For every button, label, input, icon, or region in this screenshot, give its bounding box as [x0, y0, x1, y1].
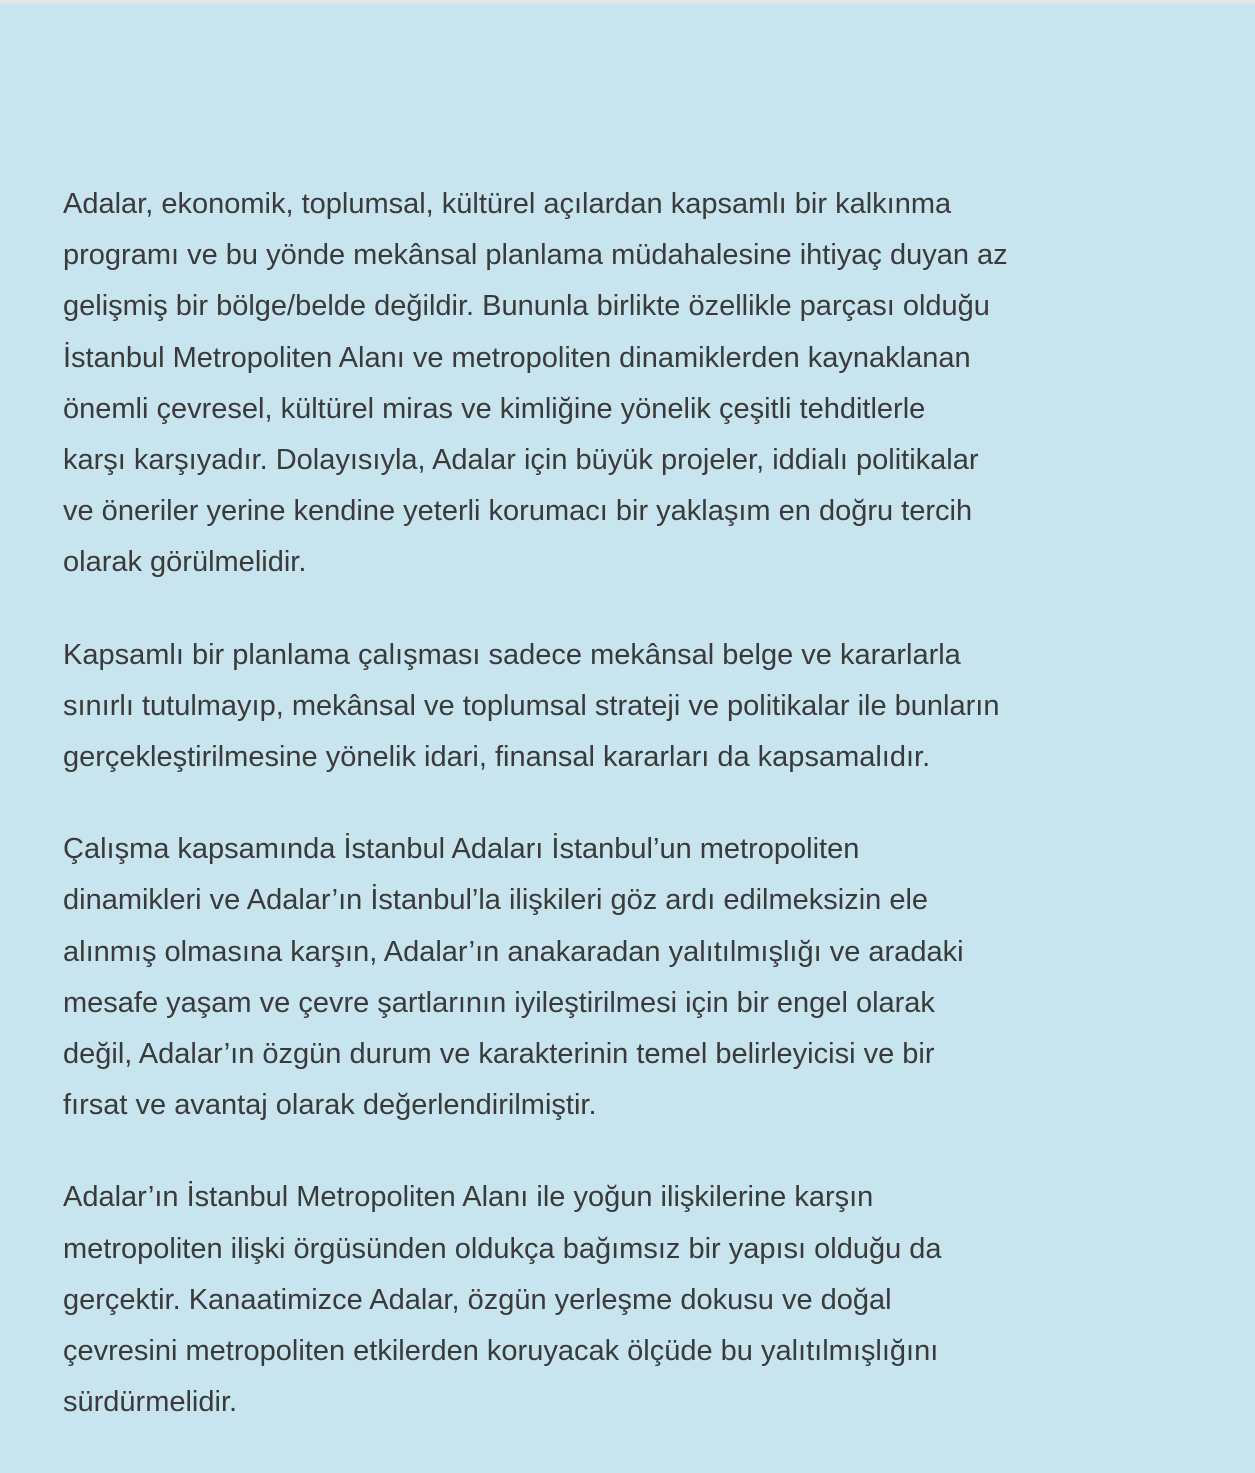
- paragraph-line: Adalar’ın İstanbul Metropoliten Alanı ile yoğun ilişkilerine karşın: [63, 1181, 874, 1214]
- paragraph-line: karşı karşıyadır. Dolayısıyla, Adalar için büyük projeler, iddialı politikalar: [63, 444, 979, 477]
- paragraph-line: sürdürmelidir.: [63, 1386, 238, 1419]
- paragraph-line: Kapsamlı bir planlama çalışması sadece mekânsal belge ve kararlarla: [63, 638, 961, 671]
- top-divider: [0, 0, 1255, 5]
- paragraph-line: çevresini metropoliten etkilerden koruyacak ölçüde bu yalıtılmışlığını: [63, 1335, 939, 1368]
- paragraph-line: ve öneriler yerine kendine yeterli korumacı bir yaklaşım en doğru tercih: [63, 495, 973, 528]
- paragraph-line: fırsat ve avantaj olarak değerlendirilmiştir.: [63, 1089, 597, 1122]
- paragraph-line: gelişmiş bir bölge/belde değildir. Bununla birlikte özellikle parçası olduğu: [63, 290, 990, 323]
- paragraph-line: gerçektir. Kanaatimizce Adalar, özgün yerleşme dokusu ve doğal: [63, 1283, 892, 1316]
- paragraph-line: dinamikleri ve Adalar’ın İstanbul’la ilişkileri göz ardı edilmeksizin ele: [63, 884, 929, 917]
- paragraph-4: [63, 1172, 1103, 1428]
- paragraph-line: metropoliten ilişki örgüsünden oldukça bağımsız bir yapısı olduğu da: [63, 1232, 942, 1265]
- article-body: [63, 179, 1103, 1469]
- paragraph-2: [63, 630, 1103, 784]
- paragraph-line: Adalar, ekonomik, toplumsal, kültürel açılardan kapsamlı bir kalkınma: [63, 188, 952, 220]
- paragraph-line: değil, Adalar’ın özgün durum ve karakterinin temel belirleyicisi ve bir: [63, 1038, 935, 1071]
- paragraph-1: [63, 179, 1103, 589]
- paragraph-line: önemli çevresel, kültürel miras ve kimliğine yönelik çeşitli tehditlerle: [63, 392, 926, 425]
- paragraph-line: Çalışma kapsamında İstanbul Adaları İstanbul’un metropoliten: [63, 833, 860, 866]
- paragraph-line: İstanbul Metropoliten Alanı ve metropoliten dinamiklerden kaynaklanan: [63, 341, 971, 374]
- paragraph-line: gerçekleştirilmesine yönelik idari, finansal kararları da kapsamalıdır.: [63, 741, 931, 774]
- paragraph-line: sınırlı tutulmayıp, mekânsal ve toplumsal strateji ve politikalar ile bunların: [63, 689, 1000, 722]
- paragraph-line: alınmış olmasına karşın, Adalar’ın anakaradan yalıtılmışlığı ve aradaki: [63, 935, 964, 968]
- paragraph-line: programı ve bu yönde mekânsal planlama müdahalesine ihtiyaç duyan az: [63, 239, 1008, 272]
- paragraph-line: mesafe yaşam ve çevre şartlarının iyileştirilmesi için bir engel olarak: [63, 986, 935, 1019]
- paragraph-line: olarak görülmelidir.: [63, 546, 307, 579]
- paragraph-3: [63, 824, 1103, 1131]
